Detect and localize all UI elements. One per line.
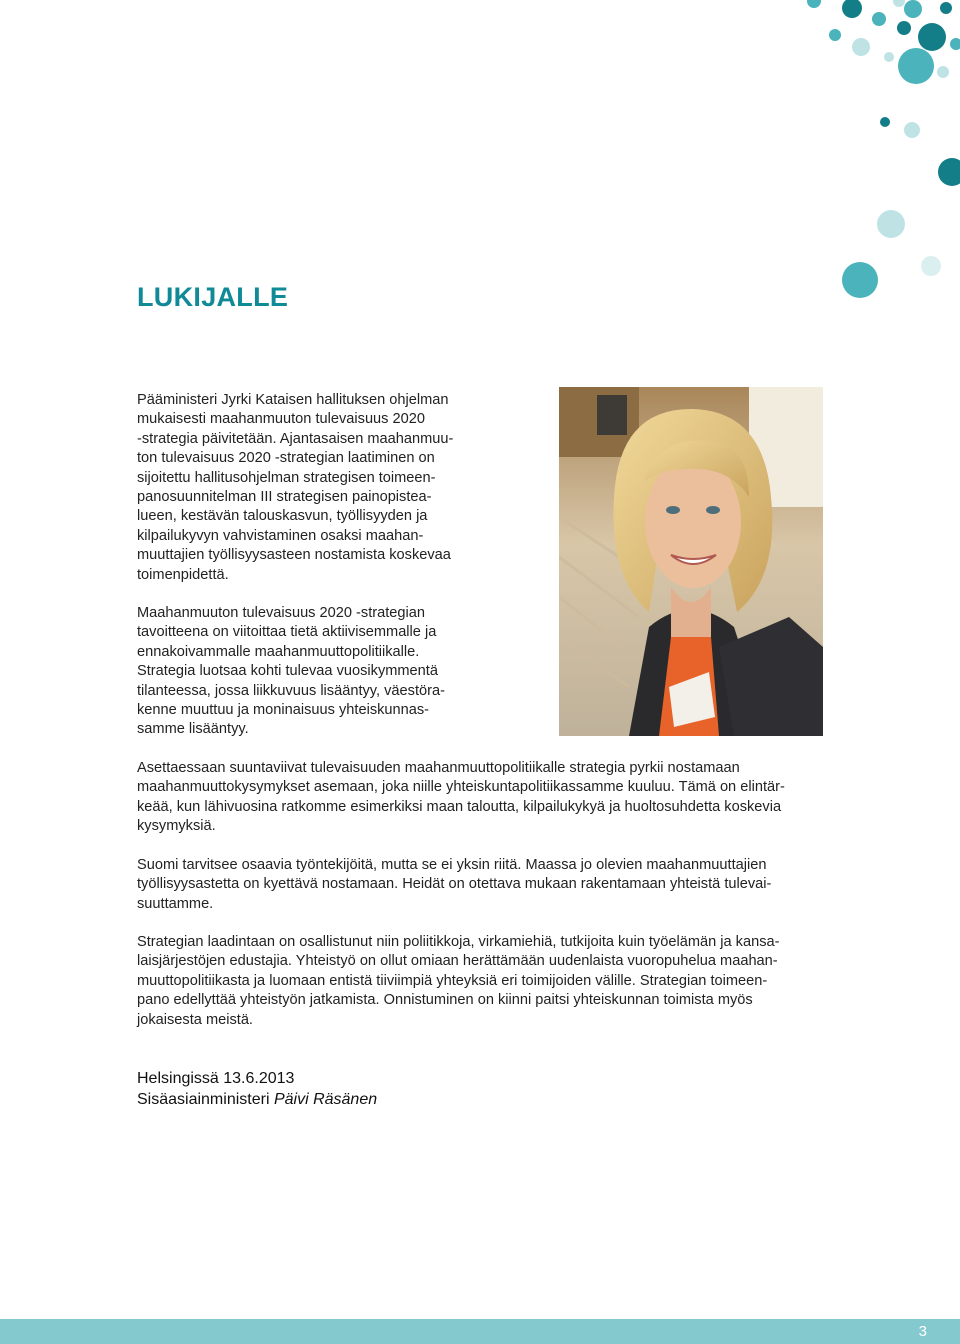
cooperation-paragraph: Strategian laadintaan on osallistunut niin poliitikkoja, virkamiehiä, tutkijoita kuin työelämän ja kansa- laisjärjestöjen edustajia. Yhteistyö on ollut omiaan herättämään uudenlaista vuoropuhelua maahan- muuttopolitiikasta ja luomaan entistä tiiviimpiä yhteyksiä eri toimijoiden välille. Strategian toimeen- pano edellyttää yhteistyön jatkamista. Onnistuminen on kiinni paitsi yhteiskunnan toimista myös jokaisesta meistä. [137, 934, 780, 1028]
decorative-dot [872, 12, 886, 26]
decorative-dot [898, 48, 934, 84]
policy-paragraph: Asettaessaan suuntaviivat tulevaisuuden maahanmuuttopolitiikalle strategia pyrkii nostamaan maahanmuuttokysymykset asemaan, joka niille yhteiskuntapolitiikassamme kuuluu. Tämä on elintär- keää, kun lähivuosina ratkomme esimerkiksi maan taloutta, kilpailukykyä ja huoltosuhdetta koskevia kysymyksiä. [137, 760, 785, 835]
signature-place-date: Helsingissä 13.6.2013 [137, 1070, 295, 1087]
decorative-dot [842, 0, 862, 18]
intro-paragraph: Pääministeri Jyrki Kataisen hallituksen ohjelman mukaisesti maahanmuuton tulevaisuus 2020 -strategia päivitetään. Ajantasaisen maahanmuu- ton tulevaisuus 2020 -strategian laatiminen on sijoitettu hallitusohjelman strategisen toimeen- panosuunnitelman III strategisen painopistea- lueen, kestävän talouskasvun, työllisyyden ja kilpailukyvyn vahvistaminen osaksi maahan- muuttajien työllisyysasteen nostamista koskevaa toimenpidettä. [137, 392, 454, 583]
decorative-dot [884, 52, 894, 62]
decorative-dot [937, 66, 949, 78]
decorative-dots [0, 0, 960, 320]
decorative-dot [829, 29, 841, 41]
decorative-dot [807, 0, 821, 8]
decorative-dot [921, 256, 941, 276]
decorative-dot [938, 158, 960, 186]
decorative-dot [904, 0, 922, 18]
workforce-paragraph: Suomi tarvitsee osaavia työntekijöitä, mutta se ei yksin riitä. Maassa jo olevien maahanmuuttajien työllisyysastetta on kyettävä nostamaan. Heidät on otettava mukaan rakentamaan yhteistä tulevai- suuttamme. [137, 857, 772, 912]
portrait-illustration [559, 387, 823, 736]
decorative-dot [852, 38, 870, 56]
decorative-dot [950, 38, 960, 50]
footer-bar [0, 1319, 960, 1344]
decorative-dot [893, 0, 905, 7]
page-title: LUKIJALLE [137, 282, 289, 312]
signature-name: Päivi Räsänen [273, 1091, 378, 1108]
decorative-dot [918, 23, 946, 51]
page-number: 3 [918, 1323, 927, 1340]
decorative-dot [877, 210, 905, 238]
signature-line [137, 1089, 377, 1110]
decorative-dot [880, 117, 890, 127]
goals-paragraph: Maahanmuuton tulevaisuus 2020 -strategian tavoitteena on viitoittaa tietä aktiivisemmalle ja ennakoivammalle maahanmuuttopolitiikalle. Strategia luotsaa kohti tulevaa vuosikymmentä tilanteessa, jossa liikkuvuus lisääntyy, väestöra- kenne muuttuu ja moninaisuus yhteiskunnas- samme lisääntyy. [137, 605, 445, 738]
decorative-dot [842, 262, 878, 298]
minister-portrait [559, 387, 823, 736]
signature-role: Sisäasiainministeri [137, 1091, 270, 1108]
signature-block [137, 1068, 377, 1110]
decorative-dot [940, 2, 952, 14]
decorative-dot [897, 21, 911, 35]
decorative-dot [904, 122, 920, 138]
